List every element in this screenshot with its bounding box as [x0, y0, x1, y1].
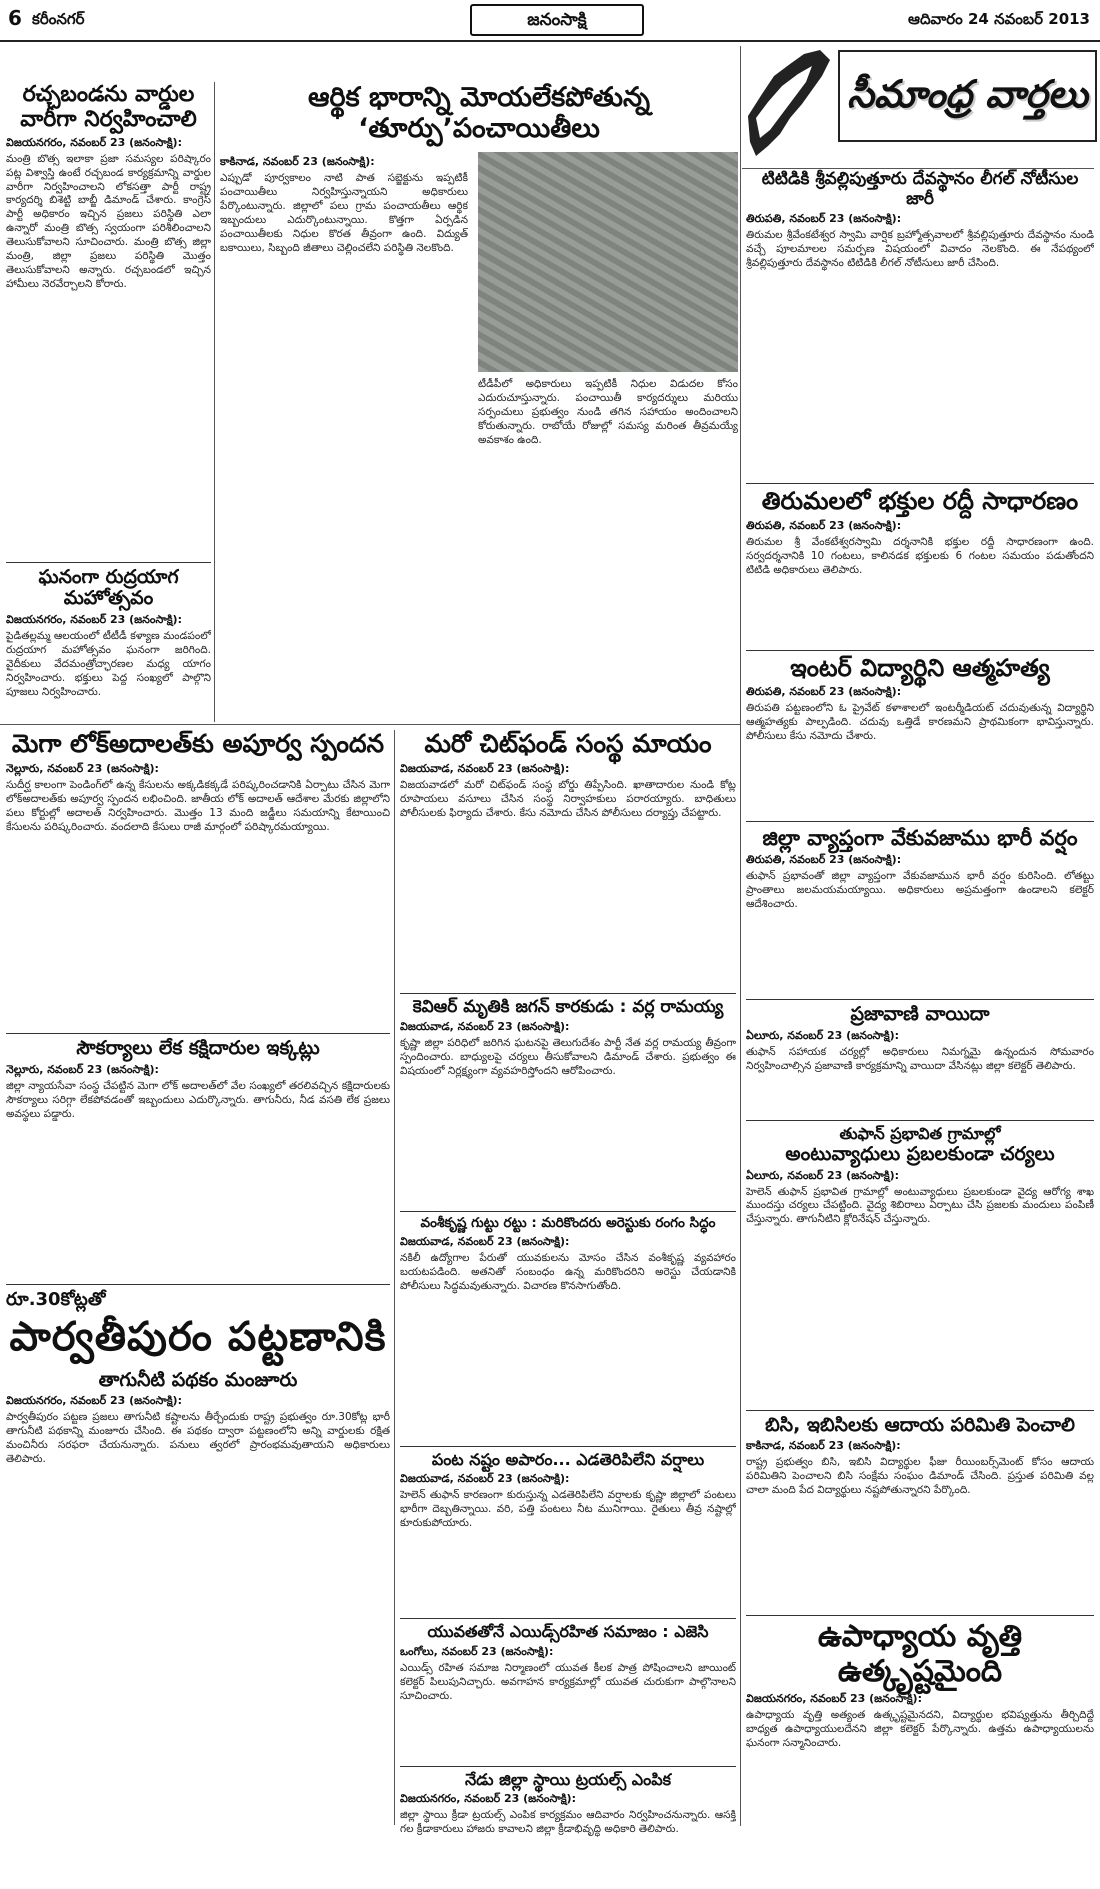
dateline: విజయవాడ, నవంబర్ 23 (జనంసాక్షి):	[400, 1234, 570, 1248]
page-header	[0, 0, 1100, 42]
headline: ఇంటర్ విద్యార్థిని ఆత్మహత్య	[790, 653, 1050, 682]
sub-headline: తాగునీటి పథకం మంజూరు	[98, 1368, 298, 1391]
article-body: ఎప్పుడో పూర్వకాలం నాటి పాత సబ్జెక్టును ఇప్పటికీ పంచాయితీలు నిర్వహిస్తున్నాయని అధికారులు పేర్కొంటున్నారు. జిల్లాలో పలు గ్రామ పంచాయతీలు ఆర్థిక ఇబ్బందులు ఎదుర్కొంటున్నాయి. కొత్తగా ఏర్పడిన పంచాయితీలకు నిధుల కొరత తీవ్రంగా ఉంది. విద్యుత్ బకాయిలు, సిబ్బంది జీతాలు చెల్లించలేని పరిస్థితి నెలకొంది.	[220, 172, 468, 254]
headline: నేడు జిల్లా స్థాయి ట్రయల్స్ ఎంపిక	[464, 1769, 672, 1789]
middle-left-column	[6, 730, 390, 1631]
article-body: పార్వతీపురం పట్టణ ప్రజలు తాగునీటి కష్టాలను తీర్చేందుకు రాష్ట్ర ప్రభుత్వం రూ.30కోట్ల భారీ తాగునీటి పథకాన్ని మంజూరు చేసింది. ఈ పథకం ద్వారా పట్టణంలోని అన్ని వార్డులకు రక్షిత మంచినీరు సరఫరా చేయనున్నారు. పనులు త్వరలో ప్రారంభమవుతాయని అధికారులు తెలిపారు.	[6, 1411, 390, 1466]
dateline: విజయవాడ, నవంబర్ 23 (జనంసాక్షి):	[400, 1020, 570, 1034]
headline: ఘనంగా రుద్రయాగ మహోత్సవం	[38, 565, 179, 610]
dateline: ఏలూరు, నవంబర్ 23 (జనంసాక్షి):	[746, 1168, 900, 1182]
headline: యువతతోనే ఎయిడ్స్‌రహిత సమాజం : ఎజెసి	[427, 1622, 709, 1642]
article-body: జిల్లా స్థాయి క్రీడా ట్రయల్స్ ఎంపిక కార్యక్రమం ఆదివారం నిర్వహించనున్నారు. ఆసక్తి గల క్రీడాకారులు హాజరు కావాలని జిల్లా క్రీడాభివృద్ధి అధికారి తెలిపారు.	[400, 1808, 736, 1835]
article-body: తిరుమల శ్రీ వేంకటేశ్వరస్వామి దర్శనానికి భక్తుల రద్దీ సాధారణంగా ఉంది. సర్వదర్శనానికి 10 గంటలు, కాలినడక భక్తులకు 6 గంటల సమయం పడుతోందని టిటిడి అధికారులు తెలిపారు.	[746, 535, 1094, 576]
dateline: నెల్లూరు, నవంబర్ 23 (జనంసాక్షి):	[6, 761, 159, 775]
sub-headline: అంటువ్యాధులు ప్రబలకుండా చర్యలు	[785, 1142, 1055, 1165]
article-body: సుదీర్ఘ కాలంగా పెండింగ్‌లో ఉన్న కేసులను అక్కడికక్కడే పరిష్కరించడానికి ఏర్పాటు చేసిన మెగా లోక్‌అదాలత్‌కు అపూర్వ స్పందన లభించింది. జాతీయ లోక్ అదాలత్ ఆదేశాల మేరకు జిల్లాలోని పలు కోర్టుల్లో అదాలత్ నిర్వహించారు. మొత్తం 13 మంది జడ్జీలు సమయాన్ని కేటాయించి కేసులను పరిష్కరించారు. వందలాది కేసులు రాజీ మార్గంలో పరిష్కారమయ్యాయి.	[6, 778, 390, 833]
article-body: హెలెన్ తుఫాన్ కారణంగా కురుస్తున్న ఎడతెరిపిలేని వర్షాలకు కృష్ణా జిల్లాలో పంటలు భారీగా దెబ్బతిన్నాయి. వరి, పత్తి పంటలు నీట మునిగాయి. రైతులు తీవ్ర నష్టాల్లో కూరుకుపోయారు.	[400, 1489, 736, 1530]
headline: ప్రజావాణి వాయిదా	[850, 1003, 990, 1026]
article-body: మంత్రి బొత్స ఇలాకా ప్రజా సమస్యల పరిష్కారం పట్ల విశ్వాస్తి ఉంటే రచ్చబండ కార్యక్రమాన్ని వార్డుల వారీగా నిర్వహించాలని లోకసత్తా పార్టీ రాష్ట్ర కార్యదర్శి బిశెట్టి బాబ్జీ డిమాండ్ చేశారు. కాంగ్రెస్ పార్టీ అధికారం ఇచ్చిన ప్రజలు పరిస్థితి ఎలా ఉన్నారో మంత్రి బొత్స స్వయంగా పరిశీలించాలని తెలుసుకోవాలని సూచించారు. మంత్రి బొత్స జిల్లా మంత్రి, జిల్లా ప్రజలు పరిస్థితి మొత్తం తెలుసుకోవాలని అన్నారు. రచ్చబండలో ఇచ్చిన హామీలు నెరవేర్చాలని కోరారు.	[6, 152, 211, 291]
headline: మరో చిట్‌ఫండ్ సంస్థ మాయం	[424, 729, 712, 758]
section-banner	[838, 50, 1097, 142]
dateline: విజయనగరం, నవంబర్ 23 (జనంసాక్షి):	[6, 1394, 182, 1408]
dateline: విజయనగరం, నవంబర్ 23 (జనంసాక్షి):	[746, 1692, 922, 1706]
section-name: కరీంనగర్	[32, 10, 85, 28]
dateline: తిరుపతి, నవంబర్ 23 (జనంసాక్షి):	[746, 518, 902, 532]
dateline: కాకినాడ, నవంబర్ 23 (జనంసాక్షి):	[220, 155, 375, 169]
masthead-logo: జనంసాక్షి	[470, 4, 644, 36]
dateline: తిరుపతి, నవంబర్ 23 (జనంసాక్షి):	[746, 853, 902, 867]
headline: ఆర్థిక భారాన్ని మోయలేకపోతున్న ‘తూర్పు’పంచాయితీలు	[307, 82, 651, 145]
dateline: విజయనగరం, నవంబర్ 23 (జనంసాక్షి):	[6, 613, 182, 627]
center-column	[400, 730, 736, 1889]
article-body: ఎయిడ్స్ రహిత సమాజ నిర్మాణంలో యువత కీలక పాత్ర పోషించాలని జాయింట్ కలెక్టర్ పిలుపునిచ్చారు. అవగాహన కార్యక్రమాల్లో యువత చురుకుగా పాల్గొనాలని సూచించారు.	[400, 1661, 736, 1702]
dateline: నెల్లూరు, నవంబర్ 23 (జనంసాక్షి):	[6, 1062, 159, 1076]
headline: మెగా లోక్‌అదాలత్‌కు అపూర్వ స్పందన	[11, 729, 385, 758]
article-body: ఉపాధ్యాయ వృత్తి అత్యంత ఉత్కృష్టమైనదని, విద్యార్థుల భవిష్యత్తును తీర్చిదిద్దే బాధ్యత ఉపాధ్యాయులదేనని జిల్లా కలెక్టర్ పేర్కొన్నారు. ఉత్తమ ఉపాధ్యాయులను ఘనంగా సన్మానించారు.	[746, 1709, 1094, 1750]
issue-date: ఆదివారం 24 నవంబర్ 2013	[907, 10, 1090, 28]
banner-title: సీమాంధ్ర వార్తలు	[847, 71, 1088, 116]
headline: రచ్చబండను వార్డుల వారీగా నిర్వహించాలి	[20, 82, 197, 133]
article-body: తిరుపతి పట్టణంలోని ఓ ప్రైవేట్ కళాశాలలో ఇంటర్మీడియట్ చదువుతున్న విద్యార్థిని ఆత్మహత్యకు పాల్పడింది. చదువు ఒత్తిడే కారణమని ప్రాథమికంగా భావిస్తున్నారు. పోలీసులు కేసు నమోదు చేశారు.	[746, 702, 1094, 743]
dateline: విజయవాడ, నవంబర్ 23 (జనంసాక్షి):	[400, 1472, 570, 1486]
article-body: టీడీపీలో అధికారులు ఇప్పటికీ నిధుల విడుదల కోసం ఎదురుచూస్తున్నారు. పంచాయితీ కార్యదర్శులు మరియు సర్పంచులు ప్రభుత్వం నుండి తగిన సహాయం అందించాలని కోరుతున్నారు. రాబోయే రోజుల్లో సమస్య మరింత తీవ్రమయ్యే అవకాశం ఉంది.	[478, 378, 738, 446]
dateline: విజయనగరం, నవంబర్ 23 (జనంసాక్షి):	[400, 1791, 576, 1805]
article-body: నకిలీ ఉద్యోగాల పేరుతో యువకులను మోసం చేసిన వంశీకృష్ణ వ్యవహారం బయటపడింది. అతనితో సంబంధం ఉన్న మరికొందరిని అరెస్టు చేయడానికి పోలీసులు సిద్ధమవుతున్నారు. విచారణ కొనసాగుతోంది.	[400, 1251, 736, 1292]
headline: పార్వతీపురం పట్టణానికి	[9, 1313, 387, 1360]
article-body: తుఫాన్ సహాయక చర్యల్లో అధికారులు నిమగ్నమై ఉన్నందున సోమవారం నిర్వహించాల్సిన ప్రజావాణి కార్యక్రమాన్ని వాయిదా వేసినట్లు జిల్లా కలెక్టర్ తెలిపారు.	[746, 1046, 1094, 1073]
dateline: ఏలూరు, నవంబర్ 23 (జనంసాక్షి):	[746, 1029, 900, 1043]
article-body: కృష్ణా జిల్లా పరిధిలో జరిగిన ఘటనపై తెలుగుదేశం పార్టీ నేత వర్ల రామయ్య తీవ్రంగా స్పందించారు. బాధ్యులపై చర్యలు తీసుకోవాలని డిమాండ్ చేశారు. ప్రభుత్వం ఈ విషయంలో నిర్లక్ష్యంగా వ్యవహరిస్తోందని ఆరోపించారు.	[400, 1037, 736, 1078]
headline: తిరుమలలో భక్తుల రద్దీ సాధారణం	[761, 487, 1079, 516]
headline: పంట నష్టం అపారం... ఎడతెరిపిలేని వర్షాలు	[431, 1449, 705, 1469]
kicker: రూ.30కోట్లతో	[6, 1288, 106, 1310]
headline: తుఫాన్ ప్రభావిత గ్రామాల్లో	[839, 1124, 1001, 1144]
headline: టిటిడికి శ్రీవల్లిపుత్తూరు దేవస్థానం లీగల్ నోటీసుల జారీ	[761, 169, 1079, 209]
news-photo	[478, 152, 738, 372]
headline: సౌకర్యాలు లేక కక్షిదారుల ఇక్కట్లు	[76, 1036, 320, 1059]
dateline: విజయనగరం, నవంబర్ 23 (జనంసాక్షి):	[6, 135, 182, 149]
article-body: పైడితల్లమ్మ ఆలయంలో టీటీడీ కళ్యాణ మండపంలో రుద్రయాగ మహోత్సవం ఘనంగా జరిగింది. వైదీకులు వేదమంత్రోచ్ఛారణల మధ్య యాగం నిర్వహించారు. భక్తులు పెద్ద సంఖ్యలో పాల్గొని పూజలు నిర్వహించారు.	[6, 630, 211, 699]
right-column	[746, 170, 1094, 1819]
article-body: హెలెన్ తుఫాన్ ప్రభావిత గ్రామాల్లో అంటువ్యాధులు ప్రబలకుండా వైద్య ఆరోగ్య శాఖ ముందస్తు చర్యలు చేపట్టింది. వైద్య శిబిరాలు ఏర్పాటు చేసి ప్రజలకు మందులు పంపిణీ చేస్తున్నారు. తాగునీటిని క్లోరినేషన్ చేస్తున్నారు.	[746, 1185, 1094, 1226]
andhra-map	[742, 46, 834, 164]
dateline: ఒంగోలు, నవంబర్ 23 (జనంసాక్షి):	[400, 1644, 554, 1658]
article-body: తిరుమల శ్రీవేంకటేశ్వర స్వామి వార్షిక బ్రహ్మోత్సవాలలో శ్రీవల్లిపుత్తూరు దేవస్థానం నుండి వచ్చే పూలమాలల సమర్పణ విషయంలో వివాదం నెలకొంది. ఈ నేపథ్యంలో శ్రీవల్లిపుత్తూరు దేవస్థానం టిటిడికి లీగల్ నోటీసులు జారీ చేసింది.	[746, 229, 1094, 269]
headline: వంశీకృష్ణ గుట్టు రట్టు : మరికొందరు అరెస్టుకు రంగం సిద్ధం	[420, 1215, 716, 1232]
left-column	[6, 82, 211, 760]
headline: కెవిఆర్ మృతికి జగన్ కారకుడు : వర్ల రామయ్య	[412, 996, 724, 1017]
main-story	[220, 82, 738, 512]
article-body: రాష్ట్ర ప్రభుత్వం బిసి, ఇబిసి విద్యార్థుల ఫీజు రీయింబర్స్‌మెంట్ కోసం ఆదాయ పరిమితిని పెంచాలని బిసి సంక్షేమ సంఘం డిమాండ్ చేసింది. ప్రస్తుత పరిమితి వల్ల చాలా మంది పేద విద్యార్థులు నష్టపోతున్నారని పేర్కొంది.	[746, 1456, 1094, 1497]
article-body: విజయవాడలో మరో చిట్‌ఫండ్ సంస్థ బోర్డు తిప్పేసింది. ఖాతాదారుల నుండి కోట్ల రూపాయలు వసూలు చేసిన సంస్థ నిర్వాహకులు పరారయ్యారు. బాధితులు పోలీసులకు ఫిర్యాదు చేశారు. కేసు నమోదు చేసిన పోలీసులు దర్యాప్తు చేపట్టారు.	[400, 778, 736, 819]
headline: జిల్లా వ్యాప్తంగా వేకువజాము భారీ వర్షం	[762, 826, 1078, 851]
dateline: తిరుపతి, నవంబర్ 23 (జనంసాక్షి):	[746, 685, 902, 699]
headline: బిసి, ఇబిసిలకు ఆదాయ పరిమితి పెంచాలి	[765, 1413, 1075, 1436]
page-number: 6	[8, 6, 22, 30]
dateline: కాకినాడ, నవంబర్ 23 (జనంసాక్షి):	[746, 1439, 901, 1453]
article-body: తుఫాన్ ప్రభావంతో జిల్లా వ్యాప్తంగా వేకువజామున భారీ వర్షం కురిసింది. లోతట్టు ప్రాంతాలు జలమయమయ్యాయి. అధికారులు అప్రమత్తంగా ఉండాలని కలెక్టర్ ఆదేశించారు.	[746, 870, 1094, 911]
article-body: జిల్లా న్యాయసేవా సంస్థ చేపట్టిన మెగా లోక్ అదాలత్‌లో వేల సంఖ్యలో తరలివచ్చిన కక్షిదారులకు సౌకర్యాలు సరిగ్గా లేకపోవడంతో ఇబ్బందులు ఎదుర్కొన్నారు. తాగునీరు, నీడ వసతి లేక ప్రజలు అవస్థలు పడ్డారు.	[6, 1079, 390, 1120]
dateline: విజయవాడ, నవంబర్ 23 (జనంసాక్షి):	[400, 761, 570, 775]
headline: ఉపాధ్యాయ వృత్తి ఉత్కృష్టమైంది	[817, 1619, 1023, 1689]
dateline: తిరుపతి, నవంబర్ 23 (జనంసాక్షి):	[746, 212, 902, 226]
